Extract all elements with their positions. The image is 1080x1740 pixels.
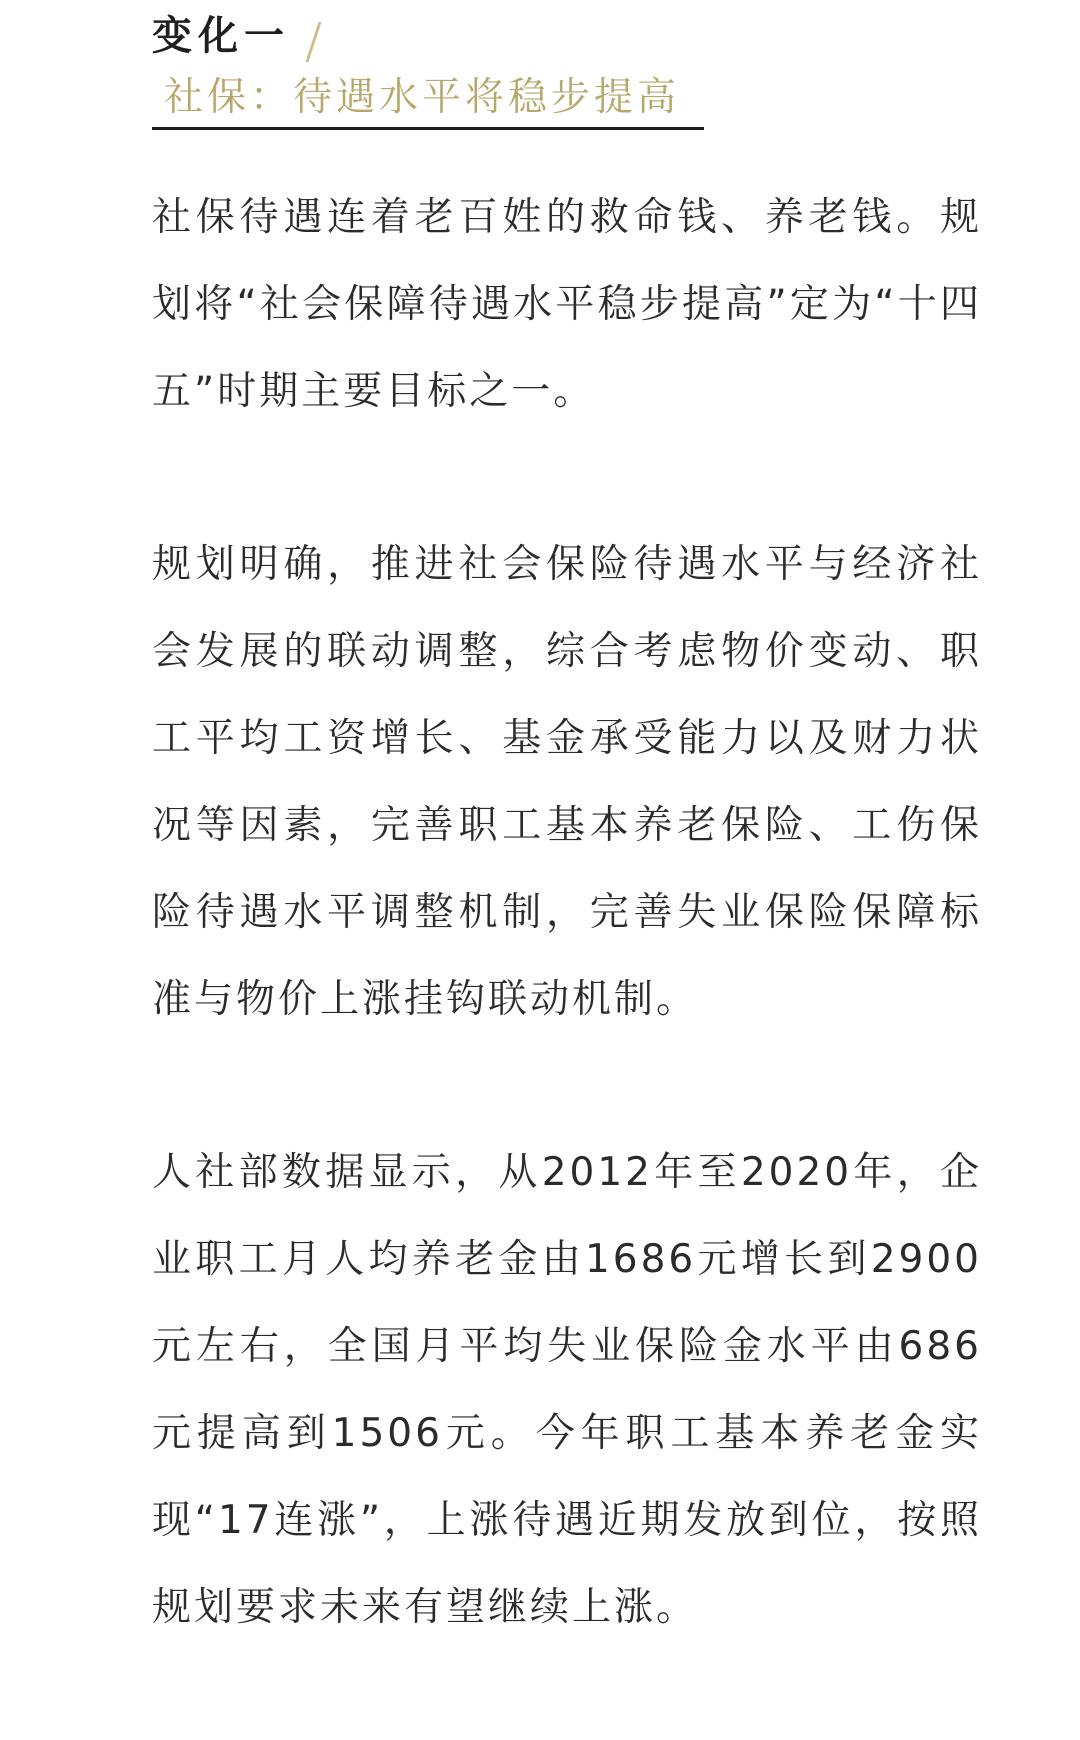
section-subtitle: 社保：待遇水平将稳步提高 bbox=[164, 75, 681, 120]
section-label: 变化一 bbox=[152, 13, 290, 59]
title-underline bbox=[152, 127, 704, 130]
section-heading bbox=[152, 0, 982, 140]
paragraph-2: 规划明确，推进社会保险待遇水平与经济社会发展的联动调整，综合考虑物价变动、职工平均工资增长、基金承受能力以及财力状况等因素，完善职工基本养老保险、工伤保险待遇水平调整机制，完善失业保险保障标准与物价上涨挂钩联动机制。 bbox=[152, 542, 982, 1022]
article bbox=[152, 0, 982, 1651]
paragraph-1: 社保待遇连着老百姓的救命钱、养老钱。规划将“社会保障待遇水平稳步提高”定为“十四五”时期主要目标之一。 bbox=[152, 195, 982, 414]
paragraph-3: 人社部数据显示，从2012年至2020年，企业职工月人均养老金由1686元增长到2900元左右，全国月平均失业保险金水平由686元提高到1506元。今年职工基本养老金实现“17连涨”，上涨待遇近期发放到位，按照规划要求未来有望继续上涨。 bbox=[152, 1150, 982, 1630]
slash-decoration bbox=[306, 22, 322, 62]
